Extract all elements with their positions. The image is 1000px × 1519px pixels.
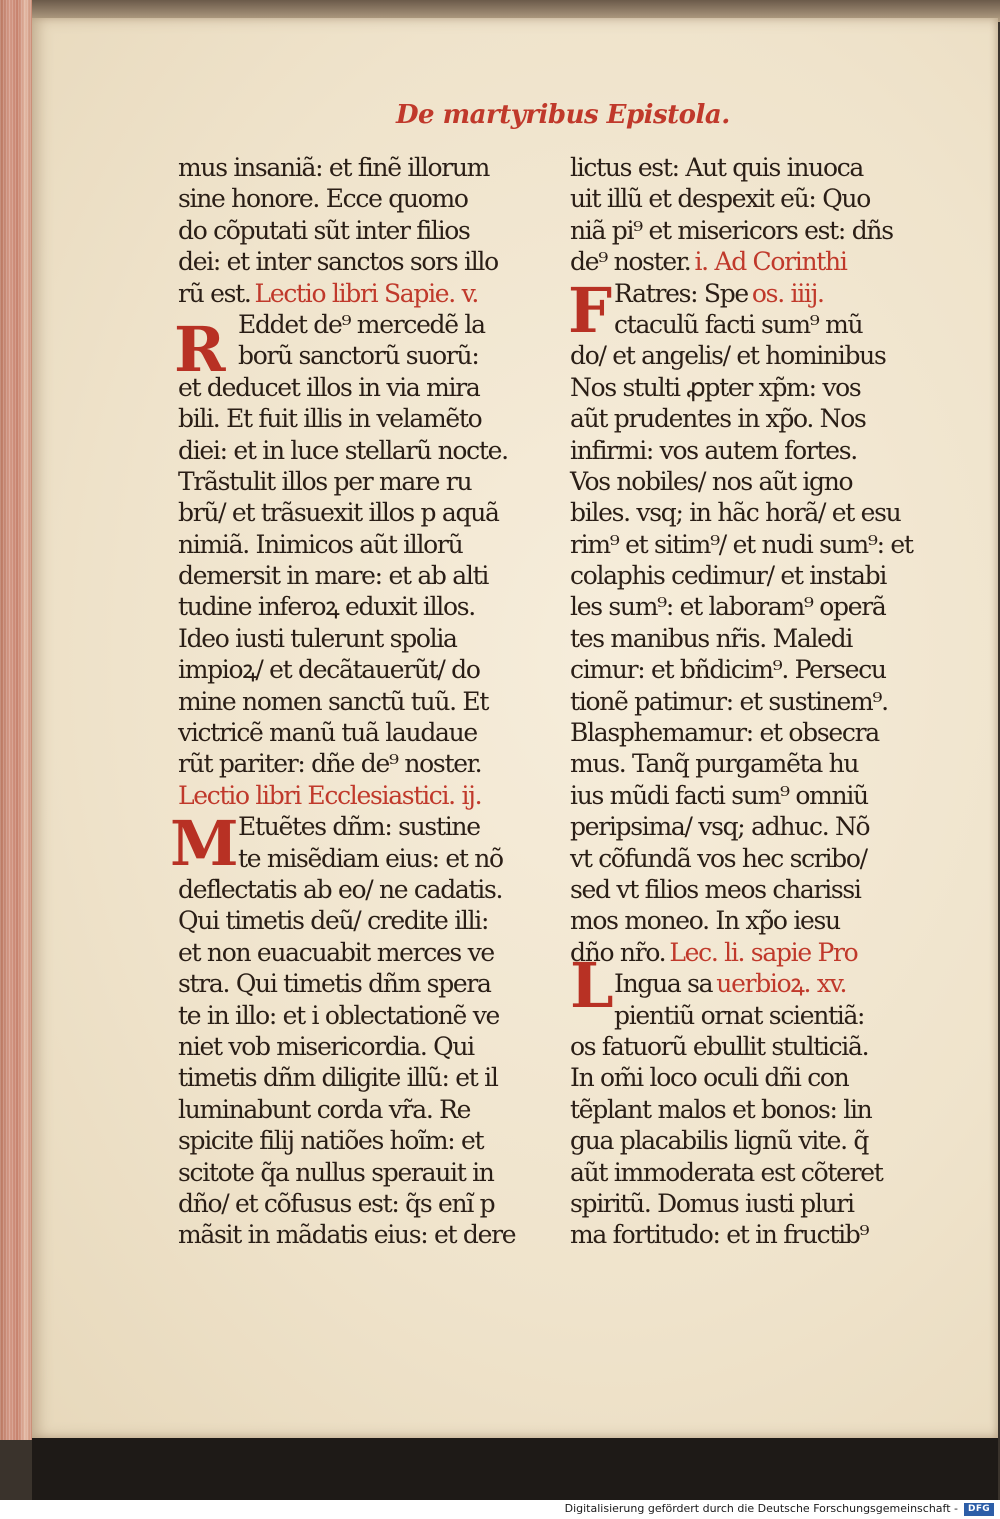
text-line: [570, 748, 910, 779]
line-text: Nos stulti ꝓpter xp̃m: vos: [570, 372, 861, 402]
line-text: tudine inferoꝝ eduxit illos.: [178, 592, 475, 622]
text-line: [570, 183, 910, 214]
line-text: niã pi⁹ et misericors est: dñs: [570, 215, 893, 245]
text-line: [178, 435, 518, 466]
text-line: [178, 748, 518, 779]
line-text: uit illũ et despexit eũ: Quo: [570, 184, 870, 214]
drop-cap-r: R: [174, 313, 226, 386]
line-text: deflectatis ab eo/ ne cadatis.: [178, 874, 503, 904]
text-line: [570, 152, 910, 183]
text-line: [570, 435, 910, 466]
text-line: [570, 1188, 910, 1219]
left-column: [178, 152, 518, 1251]
text-line: [570, 1157, 910, 1188]
line-text: te in illo: et i oblectationẽ ve: [178, 1000, 500, 1030]
line-text: niet vob misericordia. Qui: [178, 1031, 474, 1061]
text-line: [178, 152, 518, 183]
text-line: [178, 372, 518, 403]
line-text: mus. Tanq̃ purgamẽta hu: [570, 749, 859, 779]
text-line: [178, 654, 518, 685]
line-text: infirmi: vos autem fortes.: [570, 435, 857, 465]
text-line: [570, 215, 910, 246]
text-line: [570, 466, 910, 497]
text-line: [570, 309, 910, 340]
rubric-text: uerbioꝝ. xv.: [716, 969, 847, 999]
text-line: [178, 1094, 518, 1125]
text-line: [178, 623, 518, 654]
line-text: os fatuorũ ebullit stulticiã.: [570, 1031, 869, 1061]
line-text: aũt prudentes in xp̃o. Nos: [570, 404, 866, 434]
line-text: demersit in mare: et ab alti: [178, 561, 489, 591]
rubric-text: Lectio libri Ecclesiastici. ij.: [178, 780, 482, 810]
line-text: ctaculũ facti sum⁹ mũ: [614, 309, 863, 339]
text-line: [570, 560, 910, 591]
rubric-text: Lec. li. sapie Pro: [669, 937, 858, 967]
text-line: [178, 1000, 518, 1031]
text-line: [570, 654, 910, 685]
text-line: [178, 591, 518, 622]
line-text: Qui timetis deũ/ credite illi:: [178, 906, 489, 936]
line-text: In om̃i loco oculi dñi con: [570, 1063, 849, 1093]
line-text: spiritũ. Domus iusti pluri: [570, 1188, 854, 1218]
page-bottom-shadow: [32, 1438, 998, 1500]
funding-credit: Digitalisierung gefördert durch die Deutsche Forschungsgemeinschaft -: [564, 1502, 958, 1515]
drop-cap-f: F: [568, 274, 613, 347]
line-text: scitote q̃a nullus sperauit in: [178, 1157, 494, 1187]
line-text: do cõputati sũt inter filios: [178, 215, 470, 245]
line-text: ius mũdi facti sum⁹ omniũ: [570, 780, 868, 810]
text-line: [570, 340, 910, 371]
line-text: de⁹ noster.: [570, 247, 691, 277]
line-text: dño/ et cõfusus est: q̃s enĩ p: [178, 1188, 495, 1218]
line-text: Ratres: Spe: [614, 278, 748, 308]
text-line: [570, 529, 913, 560]
line-text: peripsima/ vsq; adhuc. Nõ: [570, 812, 870, 842]
line-text: dei: et inter sanctos sors illo: [178, 247, 498, 277]
text-line: [570, 717, 910, 748]
text-line: [570, 497, 910, 528]
line-text: spicite filij natiões hoĩm: et: [178, 1126, 484, 1156]
rubric-text: os. iiij.: [751, 278, 824, 308]
line-text: rũt pariter: dñe de⁹ noster.: [178, 749, 482, 779]
line-text: tionẽ patimur: et sustinem⁹.: [570, 686, 888, 716]
text-line: [178, 403, 518, 434]
line-text: te misẽdiam eius: et nõ: [238, 843, 503, 873]
line-text: Blasphemamur: et obsecra: [570, 718, 879, 748]
footer-bar: [0, 1500, 1000, 1519]
line-text: colaphis cedimur/ et instabi: [570, 561, 887, 591]
text-line: [570, 937, 910, 968]
text-line: [570, 1031, 910, 1062]
text-line: [178, 309, 518, 340]
text-line: [178, 278, 518, 309]
line-text: rũ est.: [178, 278, 251, 308]
line-text: victricẽ manũ tuã laudaue: [178, 718, 477, 748]
line-text: dño nr̃o.: [570, 937, 666, 967]
line-text: mine nomen sanctũ tuũ. Et: [178, 686, 489, 716]
text-line: [178, 686, 518, 717]
line-text: brũ/ et trãsuexit illos p aquã: [178, 498, 499, 528]
line-text: sed vt filios meos charissi: [570, 874, 861, 904]
line-text: mãsit in mãdatis eius: et dere: [178, 1220, 516, 1250]
text-line: [178, 717, 518, 748]
text-line: [570, 403, 910, 434]
text-line: [178, 529, 518, 560]
line-text: nimiã. Inimicos aũt illorũ: [178, 529, 463, 559]
text-line: [570, 278, 910, 309]
rubric-text: Lectio libri Sapie. v.: [254, 278, 479, 308]
text-line: [570, 372, 910, 403]
line-text: vt cõfundã vos hec scribo/: [570, 843, 867, 873]
line-text: impioꝝ/ et decãtauerũt/ do: [178, 655, 480, 685]
text-line: [570, 780, 910, 811]
text-line: [570, 1094, 910, 1125]
line-text: timetis dñm diligite illũ: et il: [178, 1063, 498, 1093]
line-text: borũ sanctorũ suorũ:: [238, 341, 479, 371]
text-line: [178, 1062, 518, 1093]
line-text: pientiũ ornat scientiã:: [614, 1000, 865, 1030]
text-line: [570, 843, 910, 874]
text-line: [178, 183, 518, 214]
line-text: sine honore. Ecce quomo: [178, 184, 468, 214]
line-text: gua placabilis lignũ vite. q̃: [570, 1126, 869, 1156]
line-text: bili. Et fuit illis in velamẽto: [178, 404, 482, 434]
text-line: [178, 1125, 518, 1156]
text-line: [178, 1031, 518, 1062]
line-text: Etuẽtes dñm: sustine: [238, 812, 480, 842]
line-text: do/ et angelis/ et hominibus: [570, 341, 886, 371]
text-line: [570, 874, 910, 905]
text-line: [570, 591, 910, 622]
book-block-edge: [0, 0, 32, 1440]
line-text: ma fortitudo: et in fructib⁹: [570, 1220, 869, 1250]
text-line: [178, 937, 518, 968]
line-text: les sum⁹: et laboram⁹ operã: [570, 592, 886, 622]
text-line: [178, 560, 518, 591]
rubric-text: i. Ad Corinthi: [694, 247, 847, 277]
text-line: [570, 1000, 910, 1031]
text-line: [178, 340, 518, 371]
right-column: [570, 152, 913, 1251]
line-text: Ideo iusti tulerunt spolia: [178, 623, 457, 653]
line-text: rim⁹ et sitim⁹/ et nudi sum⁹: et: [570, 529, 913, 559]
text-line: [570, 623, 910, 654]
line-text: Eddet de⁹ mercedẽ la: [238, 309, 485, 339]
text-line: [178, 1157, 518, 1188]
text-line: [178, 968, 518, 999]
line-text: cimur: et bñdicim⁹. Persecu: [570, 655, 886, 685]
text-line: [178, 215, 518, 246]
line-text: luminabunt corda vr̃a. Re: [178, 1094, 471, 1124]
text-line: [178, 497, 518, 528]
text-line: [178, 466, 518, 497]
line-text: Ingua sa: [614, 969, 713, 999]
drop-cap-l: L: [570, 949, 614, 1022]
line-text: Vos nobiles/ nos aũt igno: [570, 466, 853, 496]
text-line: [570, 905, 910, 936]
text-line: [570, 968, 910, 999]
line-text: stra. Qui timetis dñm spera: [178, 969, 491, 999]
drop-cap-m: M: [170, 807, 239, 880]
line-text: aũt immoderata est cõteret: [570, 1157, 883, 1187]
text-line: [570, 1219, 910, 1250]
text-line: [178, 1188, 518, 1219]
text-line: [570, 686, 910, 717]
line-text: lictus est: Aut quis inuoca: [570, 153, 864, 182]
dfg-logo-icon: DFG: [964, 1503, 994, 1516]
line-text: biles. vsq; in hãc horã/ et esu: [570, 498, 901, 528]
text-line: [570, 246, 910, 277]
line-text: tes manibus nr̃is. Maledi: [570, 623, 853, 653]
text-line: [178, 905, 518, 936]
line-text: mos moneo. In xp̃o iesu: [570, 906, 840, 936]
page-header: De martyribus Epistola.: [396, 100, 730, 130]
line-text: diei: et in luce stellarũ nocte.: [178, 435, 508, 465]
line-text: et deducet illos in via mira: [178, 372, 480, 402]
line-text: mus insaniã: et finẽ illorum: [178, 153, 490, 182]
text-line: [178, 246, 518, 277]
line-text: Trãstulit illos per mare ru: [178, 466, 472, 496]
line-text: tẽplant malos et bonos: lin: [570, 1094, 872, 1124]
text-line: [570, 1125, 910, 1156]
text-line: [178, 1219, 518, 1250]
line-text: et non euacuabit merces ve: [178, 937, 494, 967]
text-line: [570, 1062, 910, 1093]
text-line: [570, 811, 910, 842]
